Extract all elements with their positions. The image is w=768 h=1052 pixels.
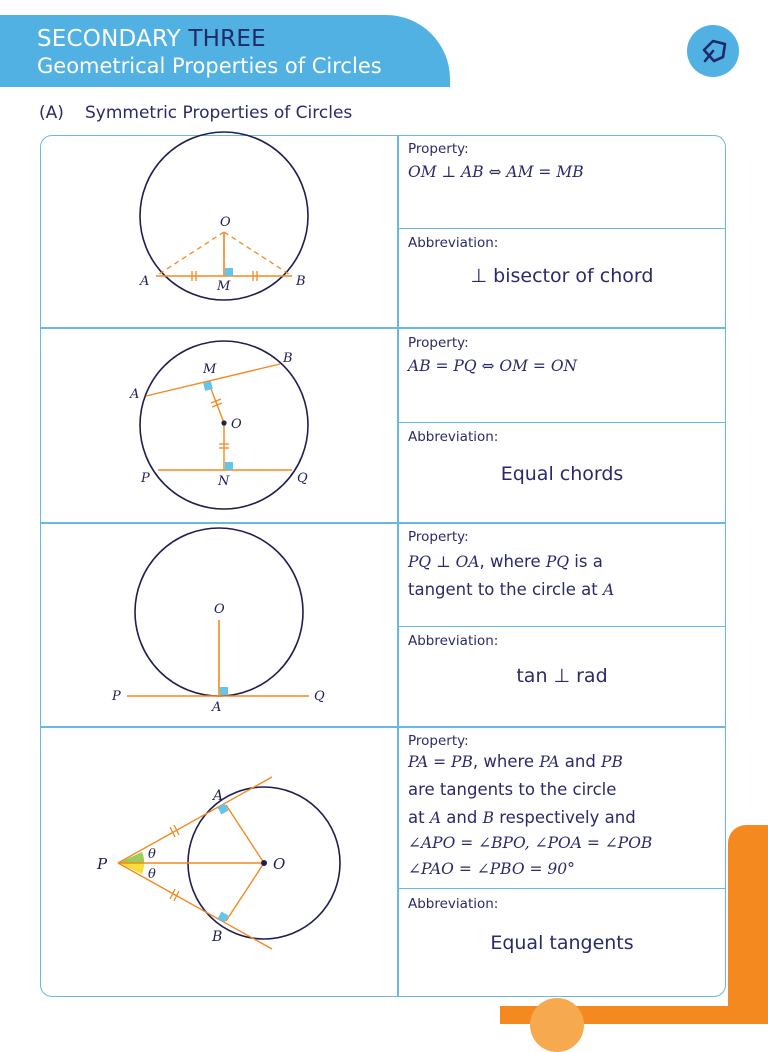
property-statement: OM ⊥ AB ⇔ AM = MB (408, 163, 584, 181)
label-p: P (112, 689, 121, 704)
property-statement: AB = PQ ⇔ OM = ON (408, 357, 578, 375)
section-title: Symmetric Properties of Circles (85, 103, 353, 123)
right-angle-marker (220, 687, 228, 695)
label-p: P (97, 855, 108, 873)
radius-ob (224, 232, 292, 276)
text-span: , where (472, 752, 540, 771)
header-level-number: THREE (188, 26, 266, 52)
label-b: B (212, 929, 223, 945)
label-o: O (231, 417, 242, 432)
radius-oa (226, 805, 264, 863)
text-span: tangent to the circle at (408, 580, 603, 599)
label-a: A (213, 788, 224, 804)
label-o: O (214, 602, 225, 617)
label-p: P (141, 471, 150, 486)
property-statement-line5: ∠PAO = ∠PBO = 90° (408, 860, 575, 878)
section-letter: (A) (39, 103, 64, 123)
label-b: B (283, 351, 293, 366)
abbreviation-label: Abbreviation: (408, 633, 499, 649)
text-span: and (441, 808, 483, 827)
math-span: PA (539, 753, 560, 771)
math-span: PQ ⊥ OA (408, 553, 480, 571)
label-theta-upper: θ (148, 847, 156, 862)
label-a: A (140, 274, 150, 289)
property-label: Property: (408, 529, 469, 545)
property-statement-line2: are tangents to the circle (408, 780, 617, 799)
right-angle-marker (225, 462, 233, 470)
math-span: A (602, 581, 615, 599)
property-label: Property: (408, 141, 469, 157)
property-label: Property: (408, 733, 469, 749)
text-span: is a (569, 552, 603, 571)
right-angle-marker (225, 268, 233, 276)
label-m: M (203, 362, 217, 377)
abbreviation-label: Abbreviation: (408, 896, 499, 912)
text-span: , where (479, 552, 546, 571)
label-a: A (212, 700, 222, 715)
tangent-pa (118, 777, 272, 863)
diagram-perpendicular-bisector (139, 132, 308, 300)
radius-ob (226, 863, 264, 921)
abbreviation-text: ⊥ bisector of chord (470, 265, 654, 287)
center-point (261, 860, 267, 866)
header-subtitle: Geometrical Properties of Circles (37, 54, 382, 78)
label-o: O (273, 855, 286, 873)
text-span: respectively and (493, 808, 636, 827)
diagram-equal-chords (129, 341, 308, 509)
header-level-word: SECONDARY (37, 26, 181, 52)
property-label: Property: (408, 335, 469, 351)
diagram-tangent-radius (111, 528, 325, 715)
abbreviation-text: Equal chords (500, 463, 624, 485)
text-span: and (559, 752, 602, 771)
text-span: at (408, 808, 430, 827)
abbreviation-text: tan ⊥ rad (516, 665, 608, 687)
property-statement-line4: ∠APO = ∠BPO, ∠POA = ∠POB (408, 834, 653, 852)
label-n: N (218, 474, 230, 489)
diagram-equal-tangents (96, 777, 340, 949)
decorative-orange-dot (530, 998, 584, 1052)
decorative-orange-shape (728, 825, 768, 1024)
math-span: B (482, 809, 494, 827)
label-q: Q (297, 471, 308, 486)
math-span: PB (601, 753, 623, 771)
abbreviation-label: Abbreviation: (408, 429, 499, 445)
center-point (221, 420, 226, 425)
abbreviation-label: Abbreviation: (408, 235, 499, 251)
label-q: Q (314, 689, 325, 704)
radius-oa (156, 232, 224, 276)
math-span: PQ (545, 553, 570, 571)
math-span: PA = PB (408, 753, 473, 771)
tangent-pb (118, 863, 272, 949)
label-o: O (220, 215, 231, 230)
label-b: B (296, 274, 306, 289)
label-theta-lower: θ (148, 867, 156, 882)
abbreviation-text: Equal tangents (490, 932, 634, 954)
math-span: A (429, 809, 442, 827)
label-a: A (130, 387, 140, 402)
label-m: M (217, 279, 231, 294)
